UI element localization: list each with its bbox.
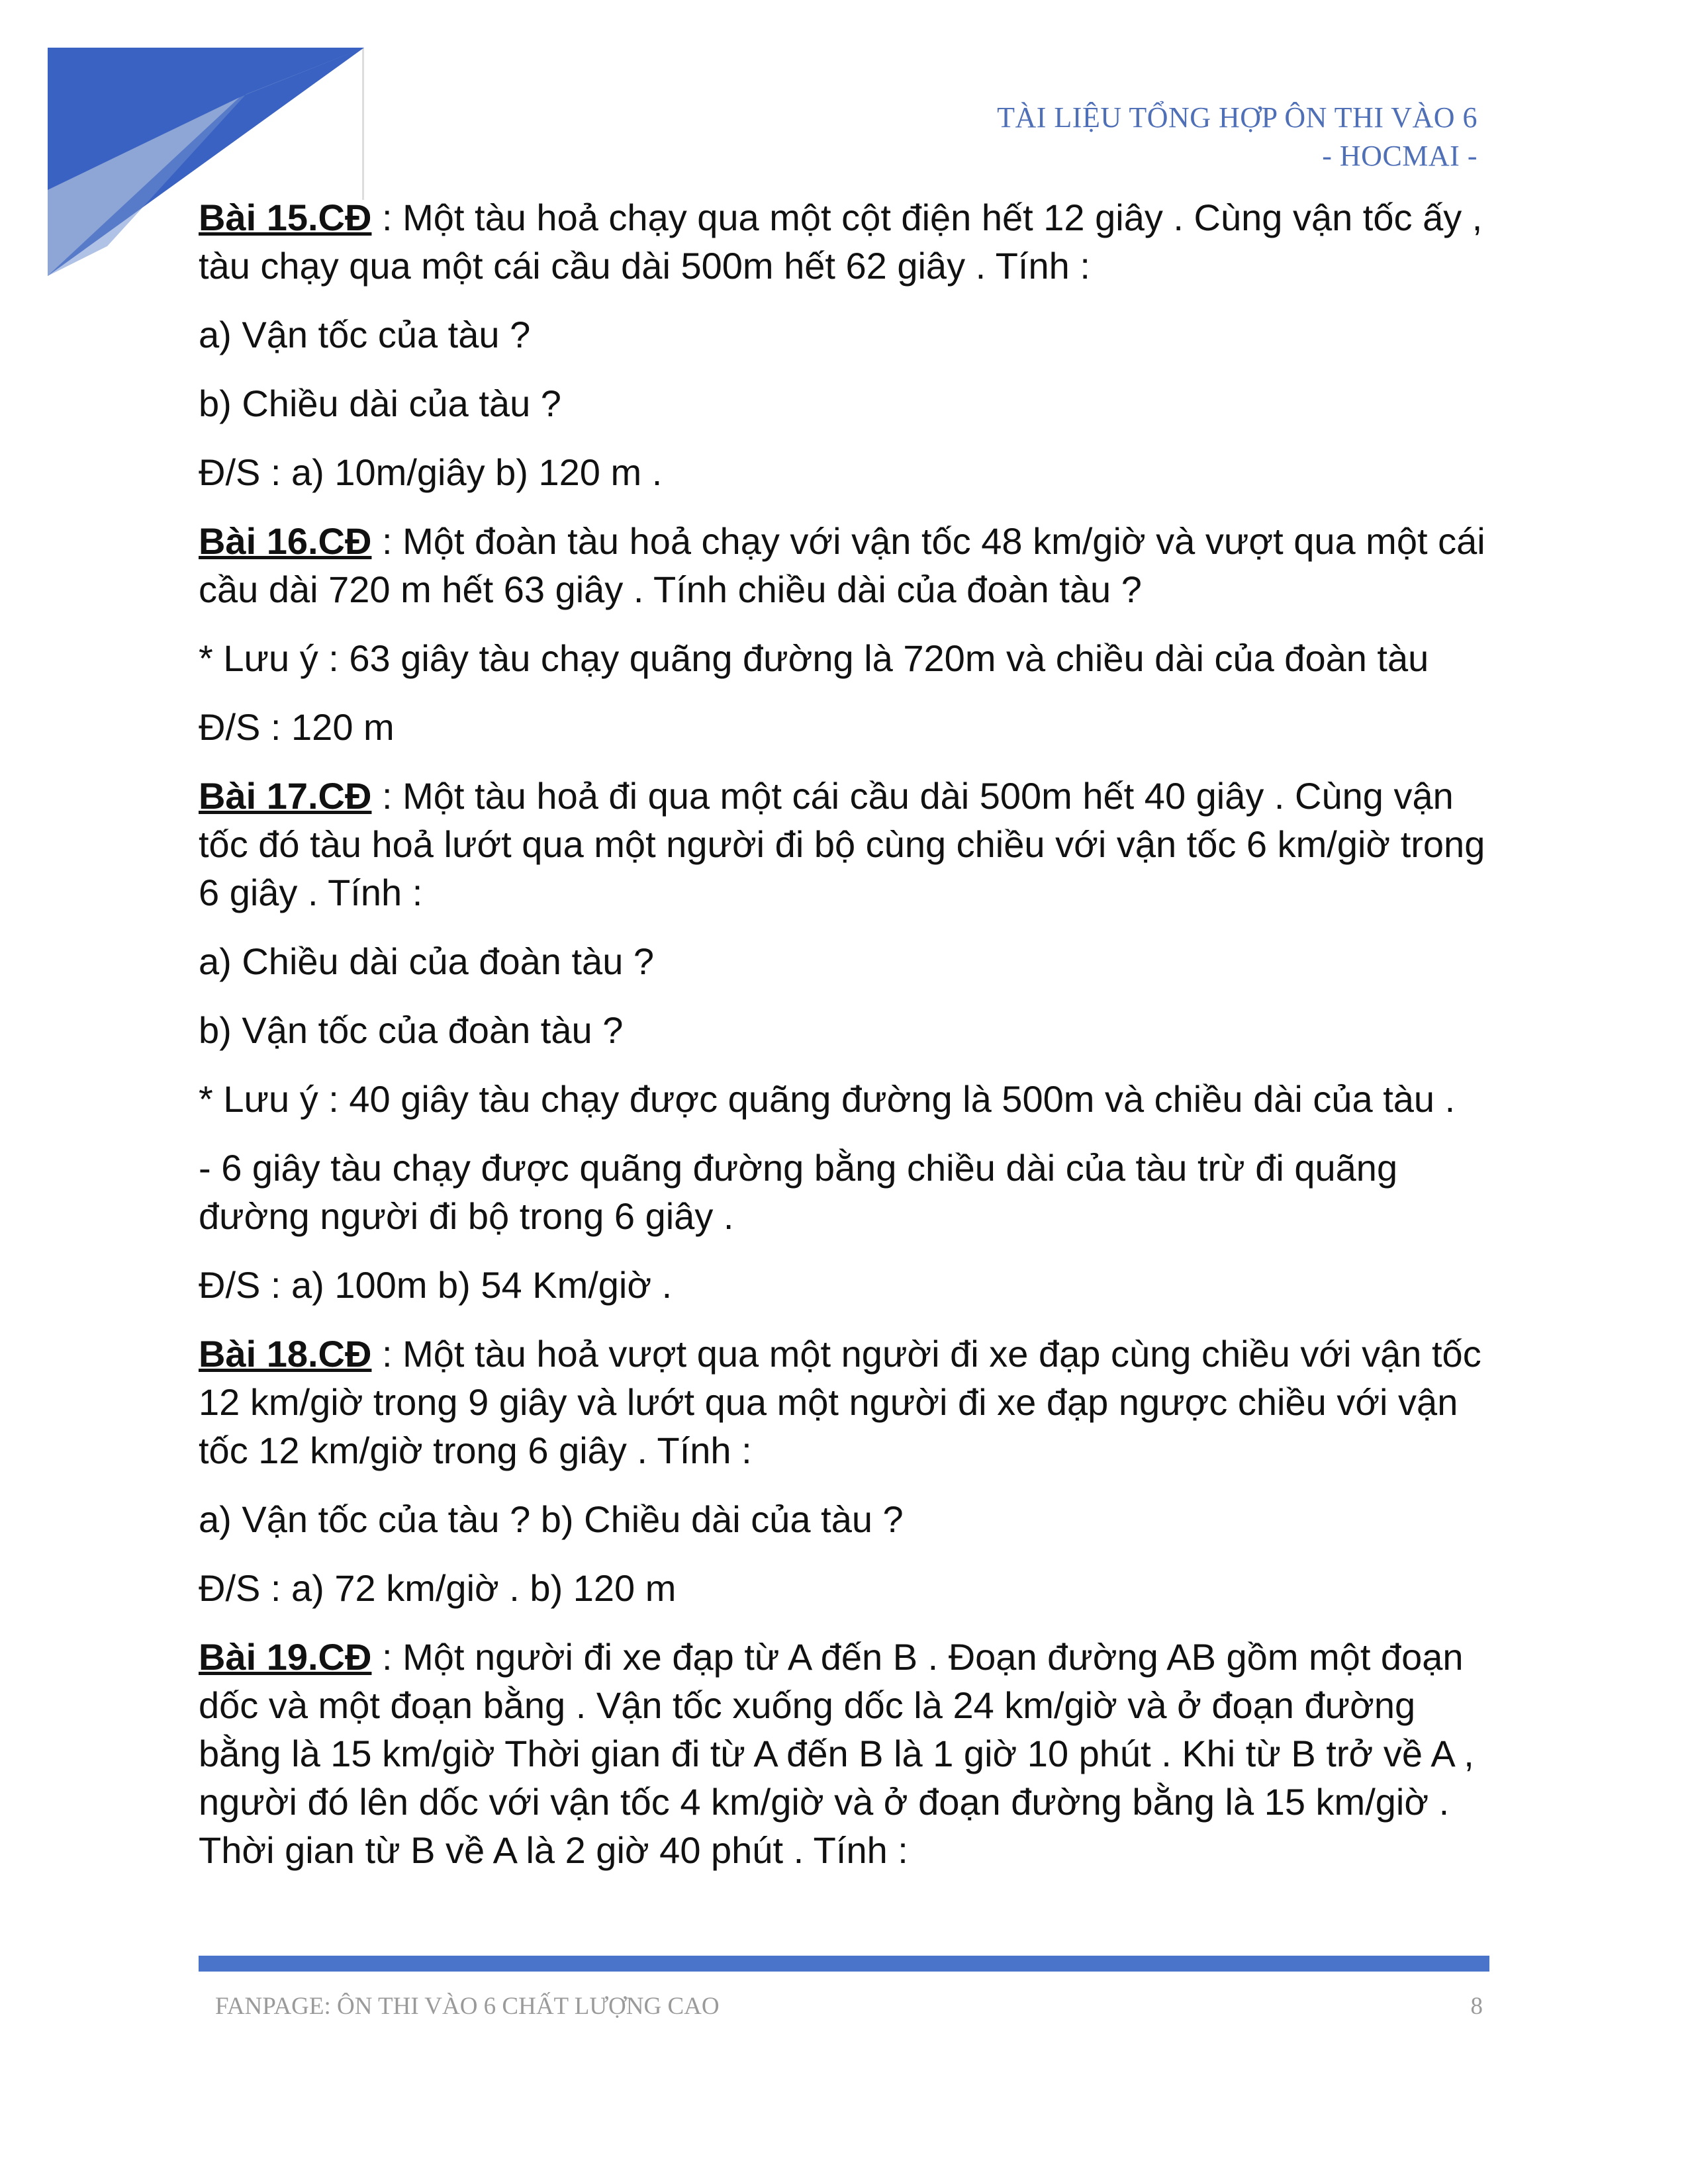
document-body: [199, 193, 1503, 1895]
problem-paragraph: [199, 517, 1503, 614]
header-subtitle: - HOCMAI -: [1322, 140, 1477, 172]
problem-text: : Một tàu hoả chạy qua một cột điện hết 12 giây . Cùng vận tốc ấy , tàu chạy qua một cái cầu dài 500m hết 62 giây . Tính :: [199, 197, 1483, 287]
footer-fanpage: FANPAGE: ÔN THI VÀO 6 CHẤT LƯỢNG CAO: [215, 1993, 720, 2020]
problem-answer: Đ/S : a) 72 km/giờ . b) 120 m: [199, 1567, 677, 1609]
header-title: TÀI LIỆU TỔNG HỢP ÔN THI VÀO 6: [997, 101, 1477, 134]
problem-paragraph: [199, 1633, 1503, 1874]
corner-frame-right: [362, 48, 364, 200]
problem-text: : Một đoàn tàu hoả chạy với vận tốc 48 km/giờ và vượt qua một cái cầu dài 720 m hết 63 giây . Tính chiều dài của đoàn tàu ?: [199, 520, 1485, 610]
footer-divider: [199, 1956, 1489, 1972]
problem-line: a) Vận tốc của tàu ?: [199, 314, 531, 355]
problem-text: : Một tàu hoả vượt qua một người đi xe đạp cùng chiều với vận tốc 12 km/giờ trong 9 giây và lướt qua một người đi xe đạp ngược chiều với vận tốc 12 km/giờ trong 6 giây . Tính :: [199, 1333, 1481, 1471]
problem-title: Bài 15.CĐ: [199, 197, 372, 238]
problem-answer: Đ/S : a) 100m b) 54 Km/giờ .: [199, 1264, 673, 1306]
problem-line: a) Vận tốc của tàu ? b) Chiều dài của tàu ?: [199, 1498, 904, 1540]
problem-text: : Một tàu hoả đi qua một cái cầu dài 500m hết 40 giây . Cùng vận tốc đó tàu hoả lướt qua một người đi bộ cùng chiều với vận tốc 6 km/giờ trong 6 giây . Tính :: [199, 775, 1485, 913]
problem-line: b) Vận tốc của đoàn tàu ?: [199, 1009, 624, 1051]
problem-note: * Lưu ý : 40 giây tàu chạy được quãng đường là 500m và chiều dài của tàu .: [199, 1078, 1456, 1120]
problem-title: Bài 19.CĐ: [199, 1636, 372, 1678]
problem-paragraph: [199, 772, 1503, 917]
problem-answer: Đ/S : 120 m: [199, 706, 395, 748]
problem-paragraph: [199, 1330, 1503, 1475]
page-number: 8: [1470, 1993, 1483, 2020]
problem-title: Bài 17.CĐ: [199, 775, 372, 817]
problem-paragraph: [199, 193, 1503, 290]
problem-text: : Một người đi xe đạp từ A đến B . Đoạn đường AB gồm một đoạn dốc và một đoạn bằng . Vận tốc xuống dốc là 24 km/giờ và ở đoạn đường bằng là 15 km/giờ Thời gian đi từ A đến B là 1 giờ 10 phút . Khi từ B trở về A , người đó lên dốc với vận tốc 4 km/giờ và ở đoạn đường bằng là 15 km/giờ . Thời gian từ B về A là 2 giờ 40 phút . Tính :: [199, 1636, 1474, 1871]
problem-note: * Lưu ý : 63 giây tàu chạy quãng đường là 720m và chiều dài của đoàn tàu: [199, 637, 1429, 679]
problem-title: Bài 16.CĐ: [199, 520, 372, 562]
problem-line: a) Chiều dài của đoàn tàu ?: [199, 940, 655, 982]
problem-line: b) Chiều dài của tàu ?: [199, 383, 561, 424]
problem-answer: Đ/S : a) 10m/giây b) 120 m .: [199, 451, 663, 493]
problem-note: - 6 giây tàu chạy được quãng đường bằng chiều dài của tàu trừ đi quãng đường người đi bộ trong 6 giây .: [199, 1147, 1398, 1237]
problem-title: Bài 18.CĐ: [199, 1333, 372, 1375]
